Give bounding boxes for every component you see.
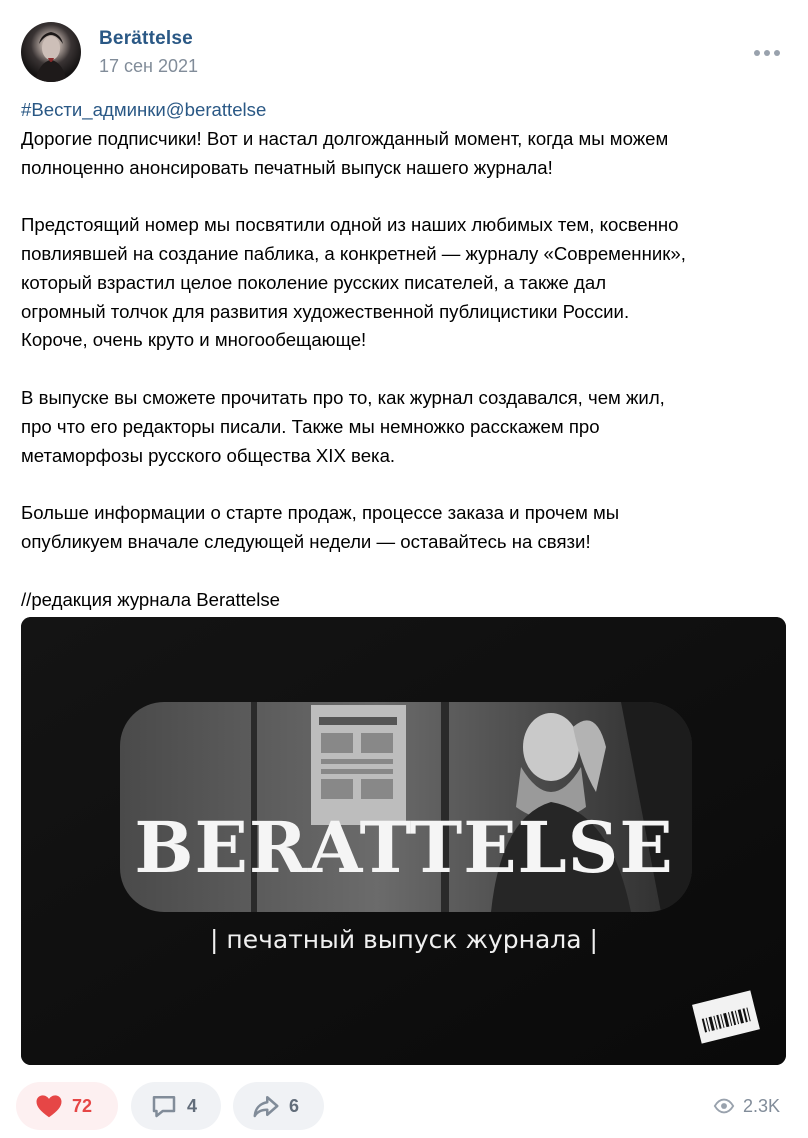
text-line: В выпуске вы сможете прочитать про то, как журнал создавался, чем жил, — [21, 386, 665, 408]
views-counter — [713, 1095, 780, 1117]
text-line: Больше информации о старте продаж, процессе заказа и прочем мы — [21, 502, 620, 524]
text-line: повлиявшей на создание паблика, а конкретней — журналу «Современник», — [21, 242, 686, 264]
text-line: Дорогие подписчики! Вот и настал долгожданный момент, когда мы можем — [21, 127, 669, 149]
text-line: //редакция журнала Berattelse — [21, 588, 280, 610]
share-icon — [251, 1091, 281, 1121]
share-button[interactable] — [233, 1082, 324, 1130]
comment-button[interactable] — [131, 1082, 221, 1130]
eye-icon — [713, 1095, 735, 1117]
text-line: который взрастил целое поколение русских писателей, а также дал — [21, 271, 607, 293]
share-count: 6 — [289, 1095, 300, 1116]
more-dots-icon[interactable] — [754, 46, 782, 60]
text-line: Короче, очень круто и многообещающе! — [21, 329, 367, 351]
like-button[interactable] — [16, 1082, 118, 1130]
text-line: полноценно анонсировать печатный выпуск нашего журнала! — [21, 156, 553, 178]
hashtag-link[interactable]: #Вести_админки@berattelse — [21, 99, 267, 120]
views-count: 2.3K — [743, 1095, 781, 1116]
text-line: опубликуем вначале следующей недели — оставайтесь на связи! — [21, 530, 591, 552]
text-line: огромный толчок для развития художественной публицистики России. — [21, 300, 630, 322]
comment-icon — [149, 1091, 179, 1121]
text-line: Предстоящий номер мы посвятили одной из наших любимых тем, косвенно — [21, 214, 679, 236]
image-subtitle: | печатный выпуск журнала | — [210, 925, 598, 954]
text-line: метаморфозы русского общества XIX века. — [21, 444, 396, 466]
like-count: 72 — [72, 1095, 93, 1116]
author-name[interactable]: Berättelse — [99, 28, 193, 49]
post-text — [21, 96, 791, 614]
comment-count: 4 — [187, 1095, 198, 1116]
text-line: про что его редакторы писали. Также мы немножко расскажем про — [21, 415, 600, 437]
image-title: BERATTELSE — [134, 806, 674, 889]
avatar[interactable] — [21, 22, 81, 82]
post-date[interactable]: 17 сен 2021 — [99, 56, 199, 76]
heart-icon — [34, 1091, 64, 1121]
